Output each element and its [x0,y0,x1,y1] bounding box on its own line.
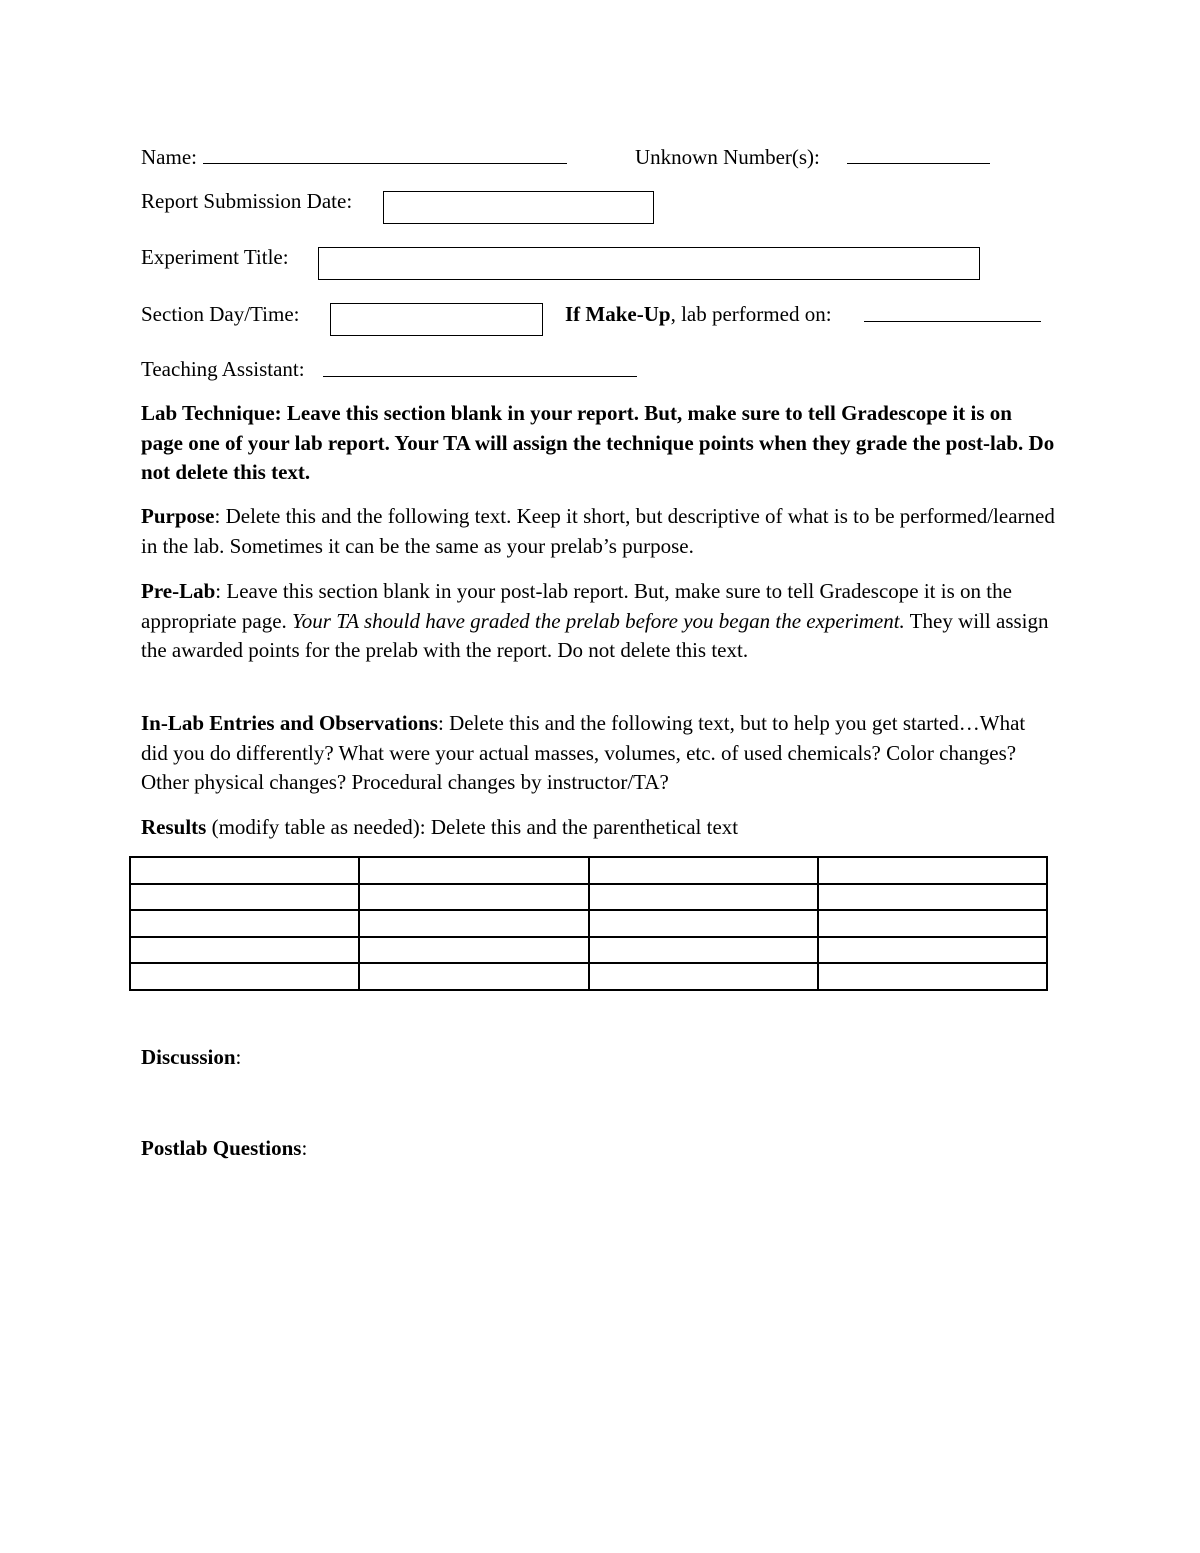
unknown-number-line[interactable] [847,163,990,164]
table-row [130,884,1047,911]
discussion-heading: Discussion [141,1045,236,1069]
table-cell[interactable] [359,963,588,990]
table-cell[interactable] [818,884,1047,911]
postlab-heading: Postlab Questions [141,1136,302,1160]
prelab-paragraph [141,577,1056,666]
prelab-text-1: : Leave this section blank in your post-lab report. But, make sure to tell Gradescope it is on the appropriate page. [141,579,1012,633]
unknown-number-label: Unknown Number(s): [635,145,820,169]
table-cell[interactable] [818,857,1047,884]
section-field[interactable] [330,303,543,336]
table-cell[interactable] [130,884,359,911]
purpose-paragraph [141,502,1056,561]
table-cell[interactable] [130,910,359,937]
table-cell[interactable] [818,910,1047,937]
experiment-title-field[interactable] [318,247,980,280]
makeup-date-line[interactable] [864,321,1041,322]
section-label: Section Day/Time: [141,302,300,326]
submission-date-label: Report Submission Date: [141,189,353,213]
table-cell[interactable] [130,963,359,990]
table-cell[interactable] [589,963,818,990]
results-heading: Results [141,815,207,839]
results-text: (modify table as needed): Delete this and the parenthetical text [206,815,739,839]
prelab-heading: Pre-Lab [141,579,216,603]
table-cell[interactable] [589,857,818,884]
purpose-text: : Delete this and the following text. Keep it short, but descriptive of what is to be performed/learned in the lab. Sometimes it can be the same as your prelab’s purpose. [141,504,1055,558]
table-row [130,937,1047,964]
table-row [130,963,1047,990]
table-row [130,910,1047,937]
makeup-label [565,300,832,328]
makeup-label-rest: , lab performed on: [670,302,832,326]
purpose-heading: Purpose [141,504,215,528]
lab-technique-paragraph: Lab Technique: Leave this section blank in your report. But, make sure to tell Gradescope it is on page one of your lab report. Your TA will assign the technique points when they grade the post-lab. Do not delete this text. [141,401,1055,484]
teaching-assistant-label: Teaching Assistant: [141,357,305,381]
table-cell[interactable] [359,884,588,911]
discussion-paragraph [141,1043,1056,1073]
table-cell[interactable] [589,937,818,964]
name-label: Name: [141,145,197,169]
table-row [130,857,1047,884]
discussion-colon: : [235,1045,242,1069]
prelab-text-2: They will assign the awarded points for the prelab with the report. Do not delete this text. [141,608,1049,662]
inlab-text: : Delete this and the following text, but to help you get started…What did you do differently? What were your actual masses, volumes, etc. of used chemicals? Color changes? Other physical changes? Procedural changes by instructor/TA? [141,711,1026,794]
name-line[interactable] [203,163,567,164]
table-cell[interactable] [589,884,818,911]
table-cell[interactable] [589,910,818,937]
teaching-assistant-line[interactable] [323,376,637,377]
table-cell[interactable] [359,937,588,964]
prelab-italic-text: Your TA should have graded the prelab before you began the experiment. [292,608,905,633]
table-cell[interactable] [818,937,1047,964]
table-cell[interactable] [359,857,588,884]
submission-date-field[interactable] [383,191,654,224]
inlab-paragraph [141,709,1056,798]
postlab-colon: : [301,1136,308,1160]
table-cell[interactable] [359,910,588,937]
experiment-title-label: Experiment Title: [141,245,289,269]
table-cell[interactable] [130,857,359,884]
table-cell[interactable] [130,937,359,964]
inlab-heading: In-Lab Entries and Observations [141,711,438,735]
postlab-paragraph [141,1134,1056,1164]
results-paragraph [141,813,1056,843]
results-table [129,856,1048,991]
table-cell[interactable] [818,963,1047,990]
makeup-label-bold: If Make-Up [565,302,671,326]
